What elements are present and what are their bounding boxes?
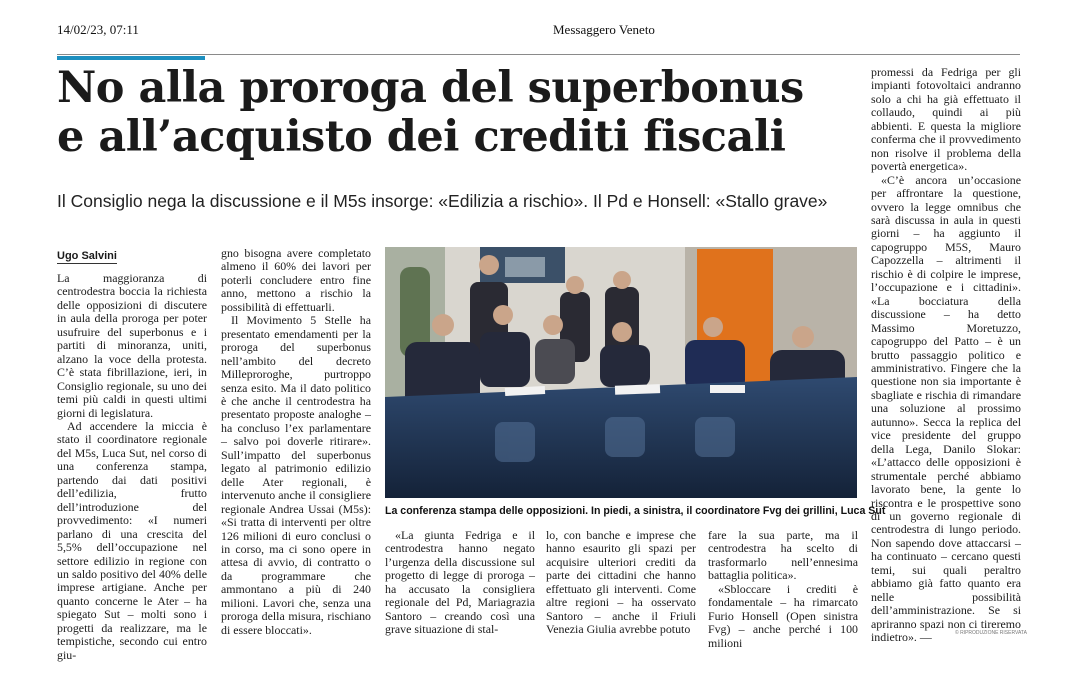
paragraph: promessi da Fedriga per gli impianti fotovoltaici andranno solo a chi ha già effettuato il collaudo, quindi ai più abbienti. E questa la migliore conferma che il provvedimento non risolve il problema della povertà energetica». [871,65,1021,174]
paragraph: Il Movimento 5 Stelle ha presentato emendamenti per la proroga del superbonus nell’ambito del decreto Milleproroghe, purtroppo senza esito. Ma il dato politico è che anche il centrodestra ha presentato proposte analoghe – ha concluso l’ex parlamentare – salvo poi doverle ritirare». Sull’impatto del superbonus legato al patrimonio edilizio delle Ater regionali, è intervenuto anche il consigliere regionale Andrea Ussai (M5s): «Si tratta di interventi per oltre 126 milioni di euro conclusi o in corso, ma ci sono opere in attesa di avvio, di contratto o da programmare che ammontano a più di 240 milioni. Lavori che, senza una proroga della misura, rischiano di essere bloccati». [221,313,371,637]
copyright-notice: © RIPRODUZIONE RISERVATA [955,630,1027,636]
paragraph: gno bisogna avere completato almeno il 60% dei lavori per poterli concludere entro fine anno, mettono a rischio la possibilità di effettuarli. [221,246,371,314]
paragraph: lo, con banche e imprese che hanno esaurito gli spazi per acquisire ulteriori crediti da parte dei cittadini che hanno effettuato gli interventi. Come altre regioni – ha osservato Santoro – anche il Friuli Venezia Giulia avrebbe potuto [546,528,696,637]
headline-line-2: e all’acquisto dei crediti fiscali [57,112,786,162]
text-column-1 [57,272,207,662]
photo-caption: La conferenza stampa delle opposizioni. In piedi, a sinistra, il coordinatore Fvg dei grillini, Luca Sut [385,505,886,517]
press-conference-photo [385,247,857,498]
headline-line-1: No alla proroga del superbonus [57,63,804,113]
publication-name: Messaggero Veneto [553,22,655,37]
paragraph: Ad accendere la miccia è stato il coordinatore regionale del M5s, Luca Sut, nel corso di una conferenza stampa, partendo dai dati positivi dell’edilizia, frutto dell’introduzione del provvedimento: «I numeri parlano di una crescita del 5,5% dell’occupazione nel settore edilizio in regione con un saldo positivo del 40% delle imprese artigiane. Anche per quanto concerne le Ater – ha spiegato Sut – molti sono i progetti da realizzare, ma le tempistiche, secondo cui entro giu- [57,418,207,662]
accent-bar [57,56,205,60]
paragraph: «La giunta Fedriga e il centrodestra hanno negato l’urgenza della discussione sul progetto di legge di proroga – ha accusato la consigliera regionale del Pd, Mariagrazia Santoro – creando così una grave situazione di stal- [385,528,535,637]
text-column-4 [546,529,696,637]
text-column-6 [871,66,1021,644]
article-subtitle: Il Consiglio nega la discussione e il M5s insorge: «Edilizia a rischio». Il Pd e Honsell: «Stallo grave» [57,191,828,211]
paragraph: fare la sua parte, ma il centrodestra ha scelto di trasformarlo nell’ennesima battaglia politica». [708,528,858,583]
paragraph: «Sbloccare i crediti è fondamentale – ha rimarcato Furio Honsell (Open sinistra Fvg) – anche perché i 100 milioni [708,581,858,650]
byline: Ugo Salvini [57,250,117,262]
text-column-3 [385,529,535,637]
photo-illustration [385,247,857,498]
text-column-2 [221,247,371,637]
header-rule [57,54,1020,55]
text-column-5 [708,529,858,650]
paragraph: La maggioranza di centrodestra boccia la richiesta delle opposizioni di discutere in aula della proroga per poter usufruire del superbonus e i partiti di minoranza, uniti, alzano la voce della protesta. C’è stata fibrillazione, ieri, in Consiglio regionale, su uno dei temi più caldi in questi ultimi giorni di legislatura. [57,271,207,420]
print-datetime: 14/02/23, 07:11 [57,22,139,37]
paragraph: «C’è ancora un’occasione per affrontare la questione, ovvero la legge omnibus che sarà discussa in aula in questi giorni – ha aggiunto il capogruppo M5S, Mauro Capozzella – altrimenti il rischio è di colpire le imprese, l’occupazione e i cittadini». «La bocciatura della discussione – ha detto Massimo Moretuzzo, capogruppo del Patto – è un brutto passaggio politico e amministrativo. Fingere che la questione non sia importante è sbagliate e rischia di rimandare una soluzione al prossimo autunno». Secca la replica del vice presidente del gruppo della Lega, Danilo Slokar: «L’attacco delle opposizioni è strumentale perché abbiamo lavorato bene, la gente lo riscontra e le prospettive sono di un governo regionale di centrodestra di lungo periodo. Non sapendo dove attaccarsi – ha continuato – cercano questi temi, sui quali peraltro abbiamo già fatto quanto era nelle possibilità dell’amministrazione. Se si apriranno spazi non ci tireremo indietro». — [871,172,1021,645]
article-headline [57,64,847,162]
